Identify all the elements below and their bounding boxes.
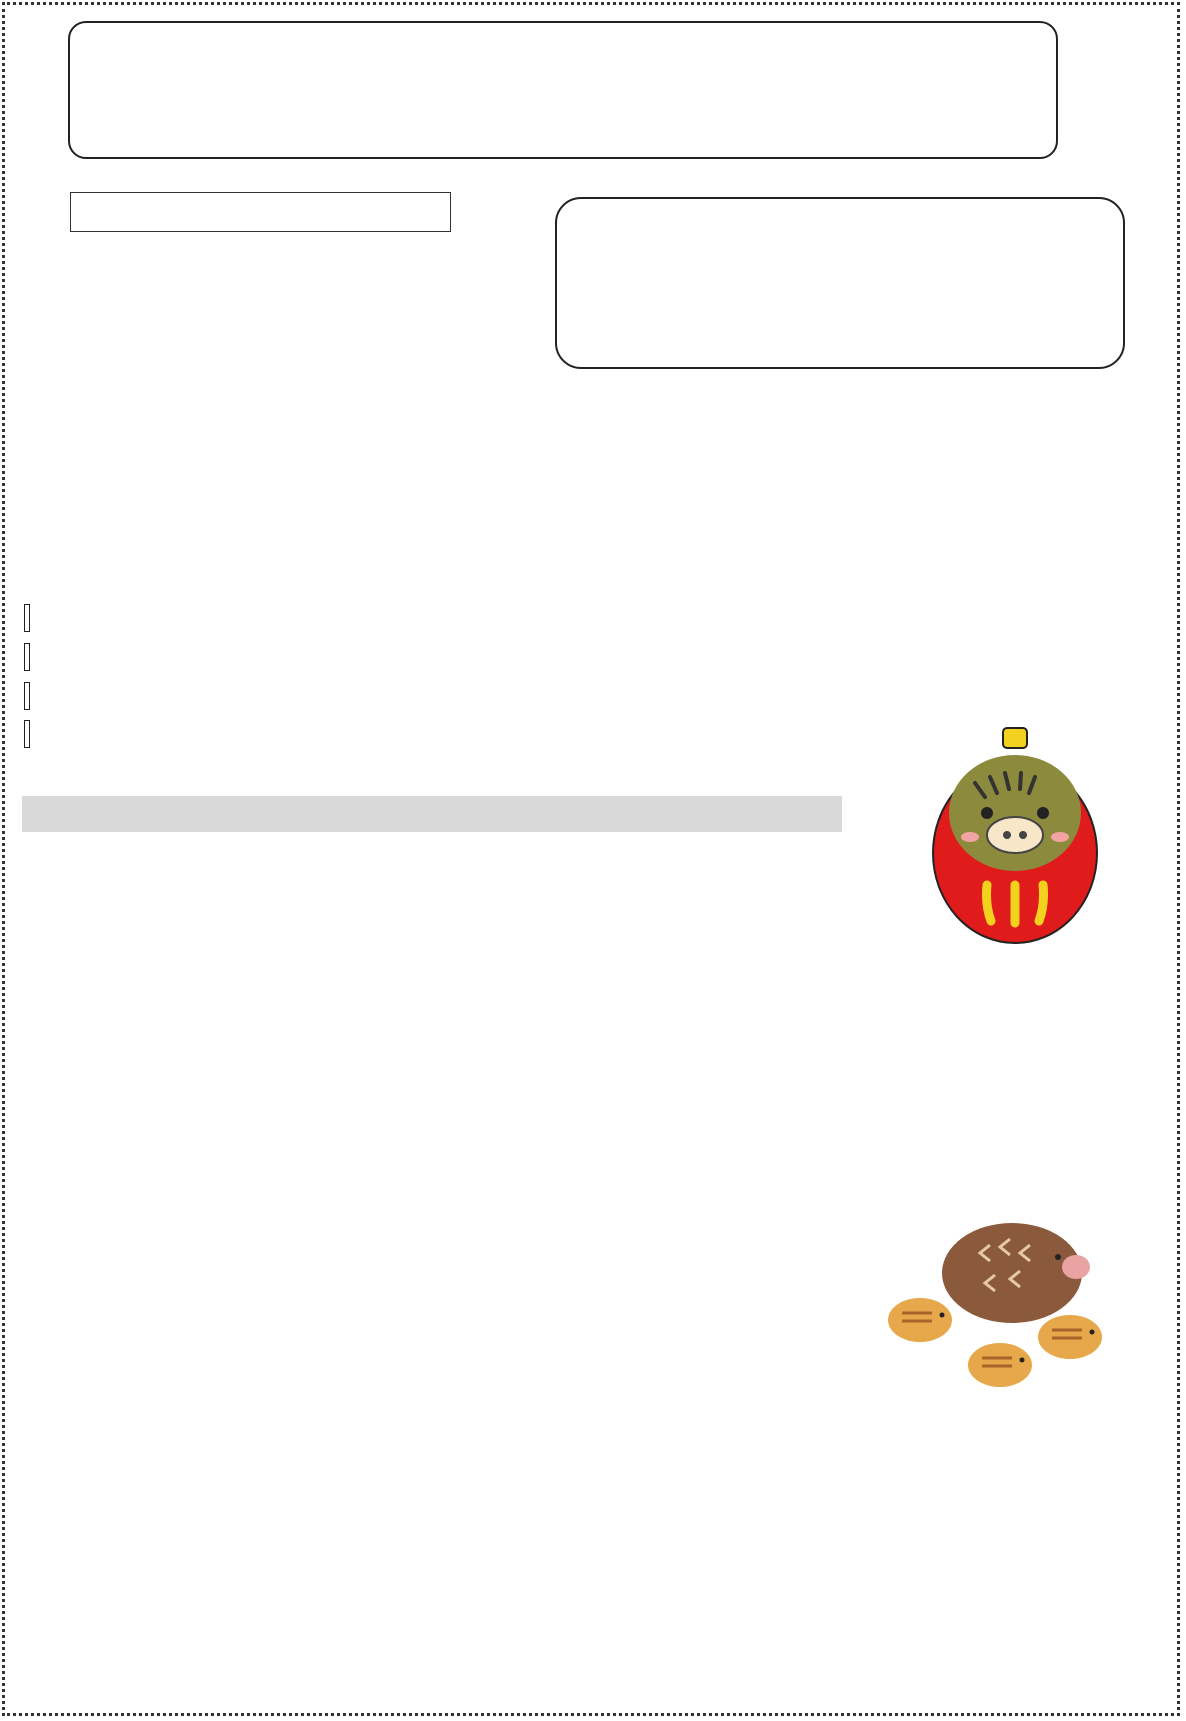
boar-family-illustration — [880, 1205, 1110, 1395]
notice-line-5-boxed — [24, 682, 30, 710]
calendar — [70, 192, 451, 232]
notice-line-3 — [24, 605, 30, 631]
notice-line-4-boxed — [24, 643, 30, 671]
calendar-month-label — [71, 193, 451, 232]
notice-line-4 — [24, 644, 30, 670]
exam-heading — [24, 721, 30, 747]
exam-period-shade — [22, 796, 842, 832]
notice-line-5 — [24, 683, 30, 709]
notice-line-3-boxed — [24, 604, 30, 632]
contact-box — [555, 197, 1125, 369]
title-box — [68, 21, 1058, 159]
daruma-boar-illustration — [925, 725, 1105, 945]
exam-heading-text — [24, 720, 30, 748]
